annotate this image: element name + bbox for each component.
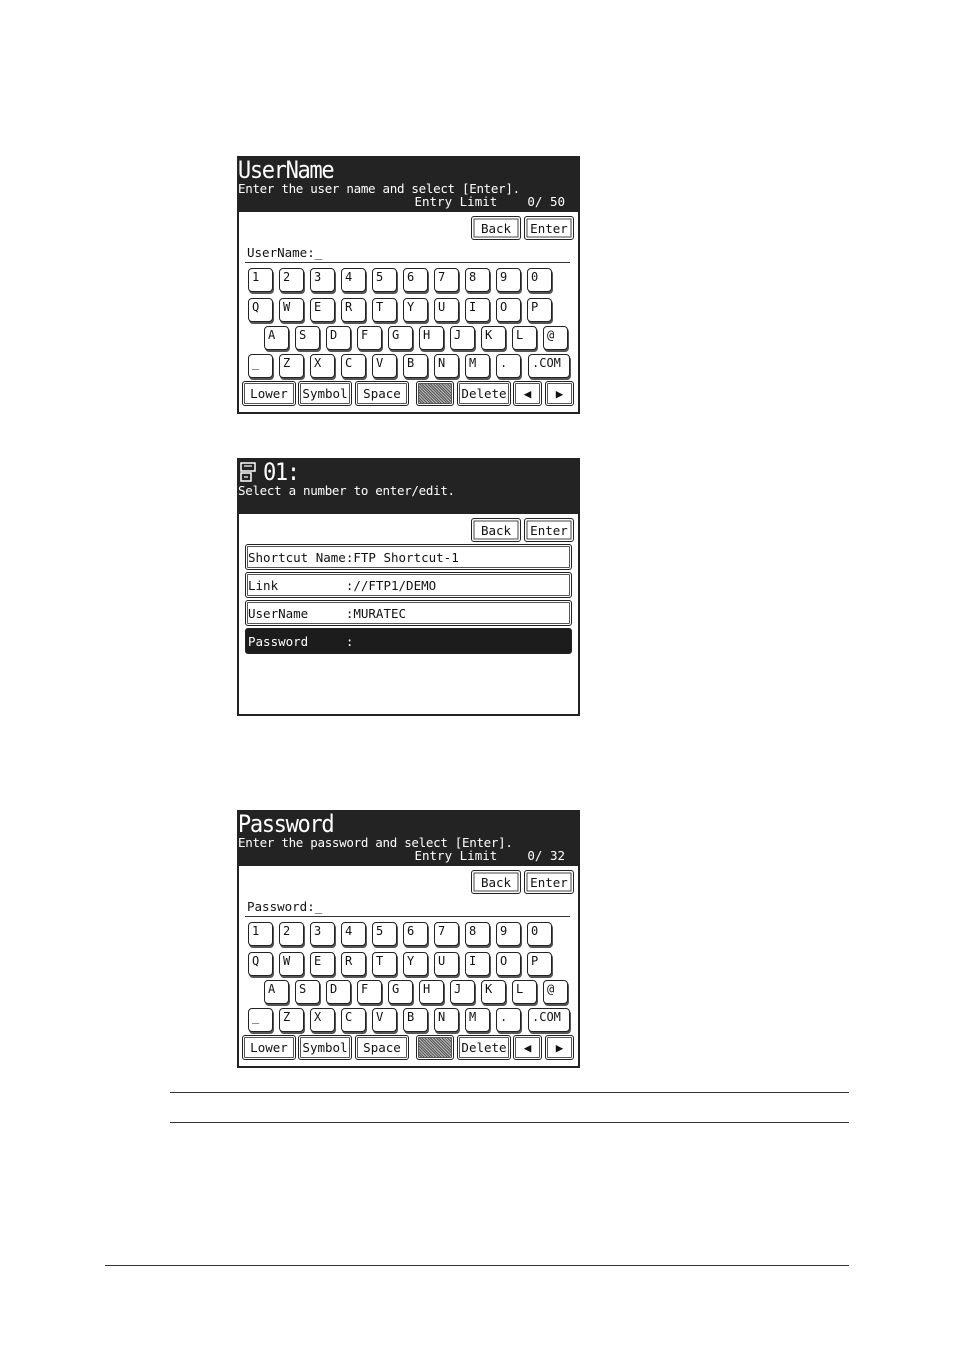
key[interactable]: 4 — [341, 922, 366, 946]
password-header — [237, 810, 580, 866]
key[interactable]: 0 — [527, 268, 552, 292]
edit-header — [237, 458, 580, 514]
footer-rule — [105, 1265, 849, 1266]
key[interactable]: 6 — [403, 268, 428, 292]
key[interactable]: 2 — [279, 268, 304, 292]
key[interactable]: . — [496, 1008, 521, 1032]
back-button[interactable]: Back — [471, 518, 521, 542]
key[interactable]: V — [372, 1008, 397, 1032]
key[interactable]: H — [419, 326, 444, 350]
key[interactable]: 5 — [372, 268, 397, 292]
key[interactable]: 2 — [279, 922, 304, 946]
enter-return-key[interactable] — [416, 381, 454, 406]
entry-limit: Entry Limit 0/ 50 — [414, 194, 565, 209]
key[interactable]: 1 — [248, 922, 273, 946]
key[interactable]: D — [326, 326, 351, 350]
key[interactable]: A — [264, 980, 289, 1004]
key[interactable]: 3 — [310, 922, 335, 946]
key[interactable]: H — [419, 980, 444, 1004]
key[interactable]: O — [496, 952, 521, 976]
instruction-text: Enter the password and select [Enter]. — [238, 835, 513, 850]
key[interactable]: 6 — [403, 922, 428, 946]
entry-limit: Entry Limit 0/ 32 — [414, 848, 565, 863]
delete-key[interactable]: Delete — [457, 1035, 511, 1060]
key[interactable]: M — [465, 1008, 490, 1032]
back-button[interactable]: Back — [471, 870, 521, 894]
edit-body — [237, 514, 580, 716]
key[interactable]: N — [434, 354, 459, 378]
divider-rule — [170, 1122, 849, 1123]
lower-key[interactable]: Lower — [242, 381, 296, 406]
key[interactable]: 8 — [465, 268, 490, 292]
key[interactable]: _ — [248, 354, 273, 378]
key[interactable]: E — [310, 298, 335, 322]
enter-return-key[interactable] — [416, 1035, 454, 1060]
key[interactable]: F — [357, 326, 382, 350]
key[interactable]: E — [310, 952, 335, 976]
username-screen — [237, 156, 580, 414]
key[interactable]: Z — [279, 354, 304, 378]
key[interactable]: . — [496, 354, 521, 378]
key[interactable]: 5 — [372, 922, 397, 946]
password-body — [237, 866, 580, 1068]
key[interactable]: S — [295, 326, 320, 350]
key[interactable]: 8 — [465, 922, 490, 946]
key[interactable]: 0 — [527, 922, 552, 946]
dotcom-key[interactable]: .COM — [528, 1008, 570, 1032]
divider-rule — [170, 1092, 849, 1093]
key[interactable]: 4 — [341, 268, 366, 292]
password-screen — [237, 810, 580, 1068]
key[interactable]: U — [434, 298, 459, 322]
enter-button[interactable]: Enter — [524, 518, 574, 542]
password-field[interactable]: Password:_ — [247, 899, 323, 914]
password-row[interactable]: Password : — [245, 628, 572, 654]
key[interactable]: N — [434, 1008, 459, 1032]
link-row[interactable]: Link ://FTP1/DEMO — [245, 572, 572, 598]
key[interactable]: X — [310, 354, 335, 378]
field-underline — [245, 262, 570, 263]
key[interactable]: A — [264, 326, 289, 350]
key[interactable]: J — [450, 326, 475, 350]
screen-title: Password — [237, 810, 334, 838]
key[interactable]: Y — [403, 298, 428, 322]
key[interactable]: I — [465, 298, 490, 322]
key[interactable]: _ — [248, 1008, 273, 1032]
enter-button[interactable]: Enter — [524, 216, 574, 240]
left-arrow-key[interactable]: ◀ — [513, 1035, 542, 1060]
key[interactable]: @ — [543, 326, 568, 350]
instruction-text: Enter the user name and select [Enter]. — [238, 181, 520, 196]
instruction-text: Select a number to enter/edit. — [238, 483, 455, 498]
key[interactable]: 9 — [496, 922, 521, 946]
screen-title: UserName — [237, 156, 334, 184]
key[interactable]: @ — [543, 980, 568, 1004]
username-body — [237, 212, 580, 414]
key[interactable]: W — [279, 952, 304, 976]
key[interactable]: S — [295, 980, 320, 1004]
delete-key[interactable]: Delete — [457, 381, 511, 406]
username-header — [237, 156, 580, 212]
key[interactable]: 7 — [434, 922, 459, 946]
key[interactable]: F — [357, 980, 382, 1004]
key[interactable]: B — [403, 1008, 428, 1032]
edit-screen — [237, 458, 580, 716]
key[interactable]: R — [341, 952, 366, 976]
key[interactable]: Q — [248, 298, 273, 322]
shortcut-name-row[interactable]: Shortcut Name:FTP Shortcut-1 — [245, 544, 572, 570]
key[interactable]: 3 — [310, 268, 335, 292]
key[interactable]: 1 — [248, 268, 273, 292]
space-key[interactable]: Space — [355, 381, 409, 406]
key[interactable]: P — [527, 952, 552, 976]
key[interactable]: U — [434, 952, 459, 976]
key[interactable]: L — [512, 980, 537, 1004]
key[interactable]: T — [372, 952, 397, 976]
key[interactable]: W — [279, 298, 304, 322]
key[interactable]: V — [372, 354, 397, 378]
key[interactable]: X — [310, 1008, 335, 1032]
key[interactable]: L — [512, 326, 537, 350]
key[interactable]: G — [388, 326, 413, 350]
key[interactable]: M — [465, 354, 490, 378]
key[interactable]: Q — [248, 952, 273, 976]
back-button[interactable]: Back — [471, 216, 521, 240]
key[interactable]: R — [341, 298, 366, 322]
key[interactable]: Z — [279, 1008, 304, 1032]
username-row[interactable]: UserName :MURATEC — [245, 600, 572, 626]
key[interactable]: I — [465, 952, 490, 976]
right-arrow-key[interactable]: ▶ — [545, 1035, 574, 1060]
symbol-key[interactable]: Symbol — [298, 381, 352, 406]
key[interactable]: C — [341, 354, 366, 378]
lower-key[interactable]: Lower — [242, 1035, 296, 1060]
space-key[interactable]: Space — [355, 1035, 409, 1060]
username-field[interactable]: UserName:_ — [247, 245, 323, 260]
dotcom-key[interactable]: .COM — [528, 354, 570, 378]
key[interactable]: 7 — [434, 268, 459, 292]
key[interactable]: D — [326, 980, 351, 1004]
screen-title: 01: — [263, 458, 299, 486]
key[interactable]: G — [388, 980, 413, 1004]
left-arrow-key[interactable]: ◀ — [513, 381, 542, 406]
key[interactable]: J — [450, 980, 475, 1004]
key[interactable]: B — [403, 354, 428, 378]
enter-button[interactable]: Enter — [524, 870, 574, 894]
key[interactable]: Y — [403, 952, 428, 976]
key[interactable]: K — [481, 980, 506, 1004]
key[interactable]: P — [527, 298, 552, 322]
field-underline — [245, 916, 570, 917]
key[interactable]: T — [372, 298, 397, 322]
key[interactable]: O — [496, 298, 521, 322]
right-arrow-key[interactable]: ▶ — [545, 381, 574, 406]
key[interactable]: C — [341, 1008, 366, 1032]
shortcut-icon — [239, 461, 261, 483]
symbol-key[interactable]: Symbol — [298, 1035, 352, 1060]
key[interactable]: K — [481, 326, 506, 350]
key[interactable]: 9 — [496, 268, 521, 292]
